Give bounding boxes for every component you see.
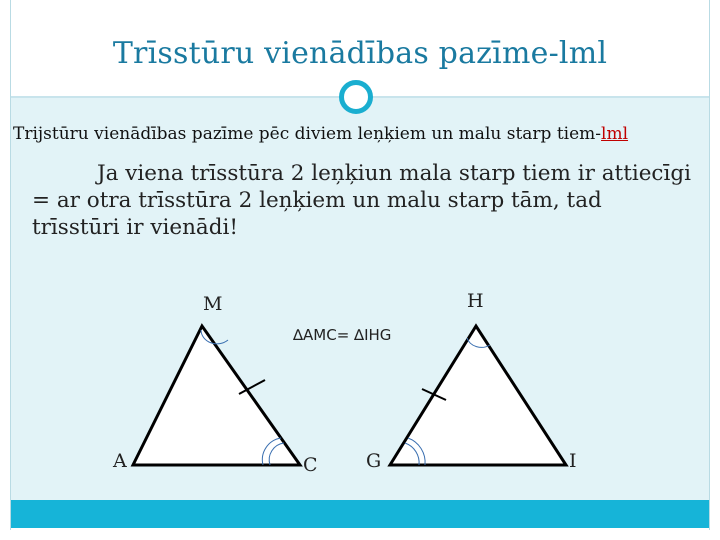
slide-title: Trīsstūru vienādības pazīme-lml (112, 36, 608, 71)
vertex-label-m: M (203, 293, 223, 315)
vertex-label-i: I (569, 450, 577, 472)
vertex-label-h: H (467, 290, 484, 312)
footer-bar (11, 500, 709, 528)
theorem-statement: Ja viena trīsstūra 2 leņķiun mala starp tiem ir attiecīgi = ar otra trīsstūra 2 leņķiem un malu starp tām, tad trīsstūri ir vienādi! (32, 161, 691, 240)
vertex-label-g: G (366, 450, 382, 472)
vertex-label-a: A (113, 450, 127, 472)
vertex-label-c: C (303, 454, 318, 476)
triangle-amc (133, 326, 300, 465)
subtitle-text: Trijstūru vienādības pazīme pēc diviem leņķiem un malu starp tiem- (13, 124, 602, 144)
subtitle-accent: lml (601, 124, 629, 144)
congruence-equation: ∆AMC= ∆IHG (293, 326, 392, 344)
